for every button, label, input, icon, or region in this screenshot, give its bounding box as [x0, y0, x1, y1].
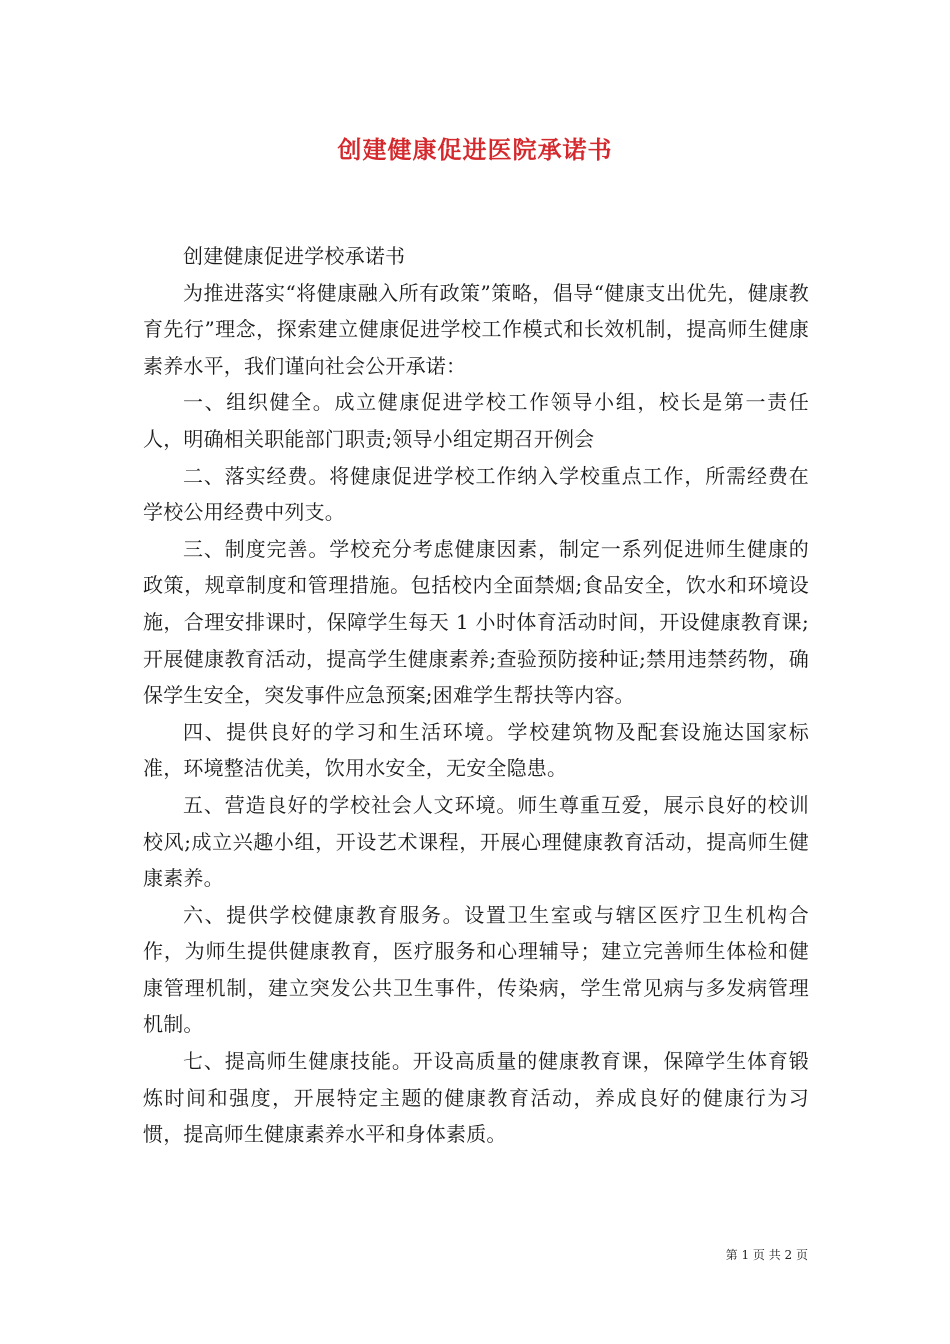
paragraph-item-4: 四、提供良好的学习和生活环境。学校建筑物及配套设施达国家标准，环境整洁优美，饮用水安全，无安全隐患。: [143, 719, 809, 781]
paragraph-item-1: 一、组织健全。成立健康促进学校工作领导小组，校长是第一责任人，明确相关职能部门职责;领导小组定期召开例会: [143, 390, 809, 451]
paragraph-item-3: 三、制度完善。学校充分考虑健康因素，制定一系列促进师生健康的政策，规章制度和管理措施。包括校内全面禁烟;食品安全，饮水和环境设施，合理安排课时，保障学生每天 1 小时体育活动时间，开设健康教育课;开展健康教育活动，提高学生健康素养;查验预防接种证;禁用违禁药物，确保学生安全，突发事件应急预案;困难学生帮扶等内容。: [143, 536, 809, 708]
paragraph-item-6: 六、提供学校健康教育服务。设置卫生室或与辖区医疗卫生机构合作，为师生提供健康教育，医疗服务和心理辅导；建立完善师生体检和健康管理机制，建立突发公共卫生事件，传染病，学生常见病与多发病管理机制。: [143, 902, 809, 1037]
paragraph-intro: 为推进落实“将健康融入所有政策”策略，倡导“健康支出优先，健康教育先行”理念，探索建立健康促进学校工作模式和长效机制，提高师生健康素养水平，我们谨向社会公开承诺：: [143, 280, 809, 378]
paragraph-item-5: 五、营造良好的学校社会人文环境。师生尊重互爱，展示良好的校训校风;成立兴趣小组，开设艺术课程，开展心理健康教育活动，提高师生健康素养。: [143, 792, 809, 891]
document-title: 创建健康促进医院承诺书: [337, 135, 613, 164]
paragraph-item-7: 七、提高师生健康技能。开设高质量的健康教育课，保障学生体育锻炼时间和强度，开展特定主题的健康教育活动，养成良好的健康行为习惯，提高师生健康素养水平和身体素质。: [143, 1049, 809, 1147]
document-body: [143, 238, 809, 1153]
document-subtitle: 创建健康促进学校承诺书: [183, 244, 406, 268]
page-number-footer: 第 1 页 共 2 页: [725, 1248, 808, 1262]
paragraph-item-2: 二、落实经费。将健康促进学校工作纳入学校重点工作，所需经费在学校公用经费中列支。: [143, 463, 809, 525]
